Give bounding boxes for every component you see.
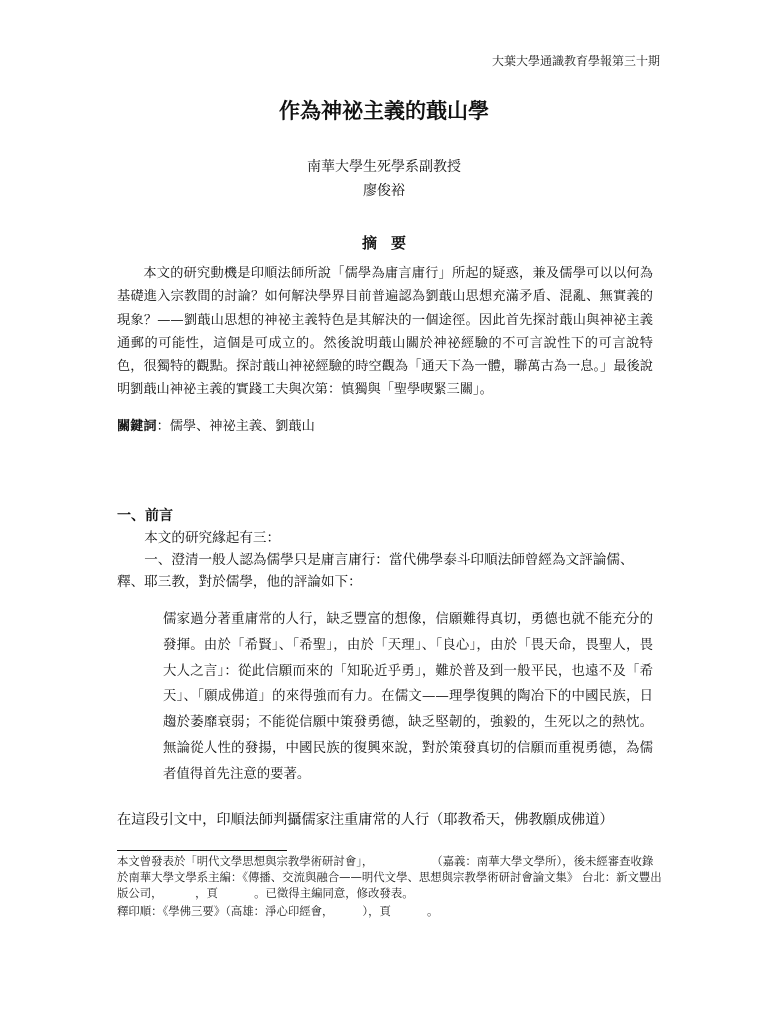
block-quote: 儒家過分著重庸常的人行，缺乏豐富的想像，信願難得真切，勇德也就不能充分的發揮。由於「希賢」、「希聖」，由於「天理」、「良心」，由於「畏天命，畏聖人，畏大人之言」：從此信願而來的「知恥近乎勇」，難於普及到一般平民，也遠不及「希天」、「願成佛道」的來得強而有力。在儒文——理學復興的陶冶下的中國民族，日趨於萎靡衰弱；不能從信願中策發勇德，缺乏堅韌的，強毅的，生死以之的熱忱。無論從人性的發揚，中國民族的復興來說，對於策發真切的信願而重視勇德，為儒者值得首先注意的要著。 xyxy=(163,612,653,782)
section-heading: 一、前言 xyxy=(117,508,173,524)
footnotes xyxy=(117,853,662,921)
keywords-label: 關鍵詞 xyxy=(117,419,157,434)
closing-paragraph: 在這段引文中，印順法師判攝儒家注重庸常的人行（耶教希天，佛教願成佛道） xyxy=(117,812,614,828)
abstract-heading: 摘要 xyxy=(361,234,420,252)
intro-paragraph-2: 一、澄清一般人認為儒學只是庸言庸行：當代佛學泰斗印順法師曾經為文評論儒、釋、耶三教，對於儒學，他的評論如下： xyxy=(117,552,634,590)
intro-paragraph-1: 本文的研究緣起有三： xyxy=(144,530,281,546)
author-affiliation: 南華大學生死學系副教授 xyxy=(307,159,461,175)
running-head: 大葉大學通識教育學報第三十期 xyxy=(491,54,660,68)
paper-title: 作為神祕主義的蕺山學 xyxy=(279,99,489,123)
author-name: 廖俊裕 xyxy=(363,183,405,199)
keywords-line xyxy=(117,415,653,438)
abstract-body: 本文的研究動機是印順法師所說「儒學為庸言庸行」所起的疑惑，兼及儒學可以以何為基礎進入宗教間的討論？如何解決學界目前普遍認為劉蕺山思想充滿矛盾、混亂、無實義的現象？——劉蕺山思想的神祕主義特色是其解決的一個途徑。因此首先探討蕺山與神祕主義通郵的可能性，這個是可成立的。然後說明蕺山關於神祕經驗的不可言說性下的可言說特色，很獨特的觀點。探討蕺山神祕經驗的時空觀為「通天下為一體，聯萬古為一息。」最後說明劉蕺山神祕主義的實踐工夫與次第：慎獨與「聖學喫緊三關」。 xyxy=(117,266,653,398)
keywords-text: ：儒學、神祕主義、劉蕺山 xyxy=(156,419,315,434)
footnote-1: 本文曾發表於「明代文學思想與宗教學術研討會」， （嘉義：南華大學文學所），後未經審查收錄於南華大學文學系主編：《傳播、交流與融合——明代文學、思想與宗教學術研討會論文集》 台北：新文豐出版公司， ，頁 。已徵得主編同意，修改發表。 xyxy=(117,854,662,900)
footnote-divider xyxy=(117,850,287,851)
footnote-2: 釋印順：《學佛三要》（高雄：淨心印經會， ），頁 。 xyxy=(117,904,439,918)
